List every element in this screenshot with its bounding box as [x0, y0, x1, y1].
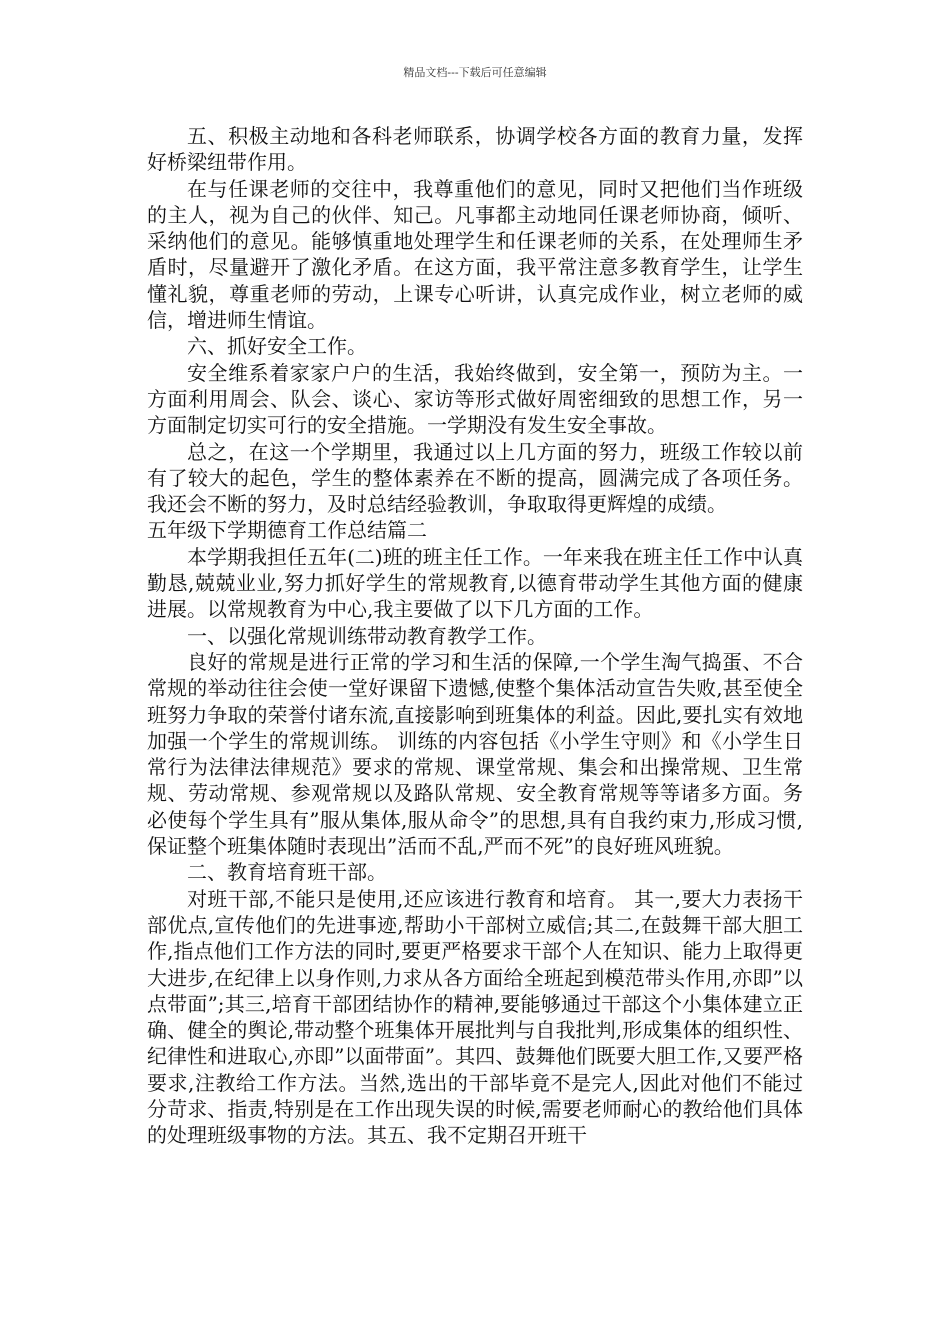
- paragraph-routine-training: 良好的常规是进行正常的学习和生活的保障,一个学生淘气捣蛋、不合常规的举动往往会使一堂好课留下遗憾,使整个集体活动宣告失败,甚至使全班努力争取的荣誉付诸东流,直接影响到班集体的利益。因此,要扎实有效地加强一个学生的常规训练。 训练的内容包括《小学生守则》和《小学生日常行为法律法律规范》要求的常规、课堂常规、集会和出操常规、卫生常规、劳动常规、参观常规以及路队常规、安全教育常规等等诸多方面。务必使每个学生具有”服从集体,服从命令”的思想,具有自我约束力,形成习惯,保证整个班集体随时表现出”活而不乱,严而不死”的良好班风班貌。: [147, 649, 803, 859]
- document-body: [147, 123, 803, 1149]
- paragraph-routine-heading: 一、以强化常规训练带动教育教学工作。: [187, 623, 547, 648]
- paragraph-summary: 总之，在这一个学期里，我通过以上几方面的努力，班级工作较以前有了较大的起色，学生的整体素养在不断的提高，圆满完成了各项任务。我还会不断的努力，及时总结经验教训，争取取得更辉煌的成绩。: [147, 439, 803, 517]
- paragraph-teacher-relations: 在与任课老师的交往中，我尊重他们的意见，同时又把他们当作班级的主人，视为自己的伙伴、知己。凡事都主动地同任课老师协商，倾听、采纳他们的意见。能够慎重地处理学生和任课老师的关系，在处理师生矛盾时，尽量避开了激化矛盾。在这方面，我平常注意多教育学生，让学生懂礼貌，尊重老师的劳动，上课专心听讲，认真完成作业，树立老师的威信，增进师生情谊。: [147, 176, 803, 333]
- paragraph-safety-heading: 六、抓好安全工作。: [187, 334, 367, 359]
- page-header: 精品文档---下载后可任意编辑: [403, 66, 547, 79]
- paragraph-cadre-training: 对班干部,不能只是使用,还应该进行教育和培育。 其一,要大力表扬干部优点,宣传他们的先进事迹,帮助小干部树立威信;其二,在鼓舞干部大胆工作,指点他们工作方法的同时,要更严格要求干部个人在知识、能力上取得更大进步,在纪律上以身作则,力求从各方面给全班起到模范带头作用,亦即”以点带面”;其三,培育干部团结协作的精神,要能够通过干部这个小集体建立正确、健全的舆论,带动整个班集体开展批判与自我批判,形成集体的组织性、纪律性和进取心,亦即”以面带面”。其四、鼓舞他们既要大胆工作,又要严格要求,注教给工作方法。当然,选出的干部毕竟不是完人,因此对他们不能过分苛求、指责,特别是在工作出现失误的时候,需要老师耐心的教给他们具体的处理班级事物的方法。其五、我不定期召开班干: [147, 886, 803, 1148]
- paragraph-cadre-heading: 二、教育培育班干部。: [187, 860, 387, 885]
- paragraph-bridge-teachers: 五、积极主动地和各科老师联系，协调学校各方面的教育力量，发挥好桥梁纽带作用。: [147, 124, 803, 175]
- paragraph-intro-part-two: 本学期我担任五年(二)班的班主任工作。一年来我在班主任工作中认真勤恳,兢兢业业,努力抓好学生的常规教育,以德育带动学生其他方面的健康进展。以常规教育为中心,我主要做了以下几方面的工作。: [147, 544, 803, 622]
- section-title-part-two: 五年级下学期德育工作总结篇二: [147, 518, 427, 543]
- paragraph-safety-work: 安全维系着家家户户的生活，我始终做到，安全第一，预防为主。一方面利用周会、队会、谈心、家访等形式做好周密细致的思想工作，另一方面制定切实可行的安全措施。一学期没有发生安全事故。: [147, 360, 803, 438]
